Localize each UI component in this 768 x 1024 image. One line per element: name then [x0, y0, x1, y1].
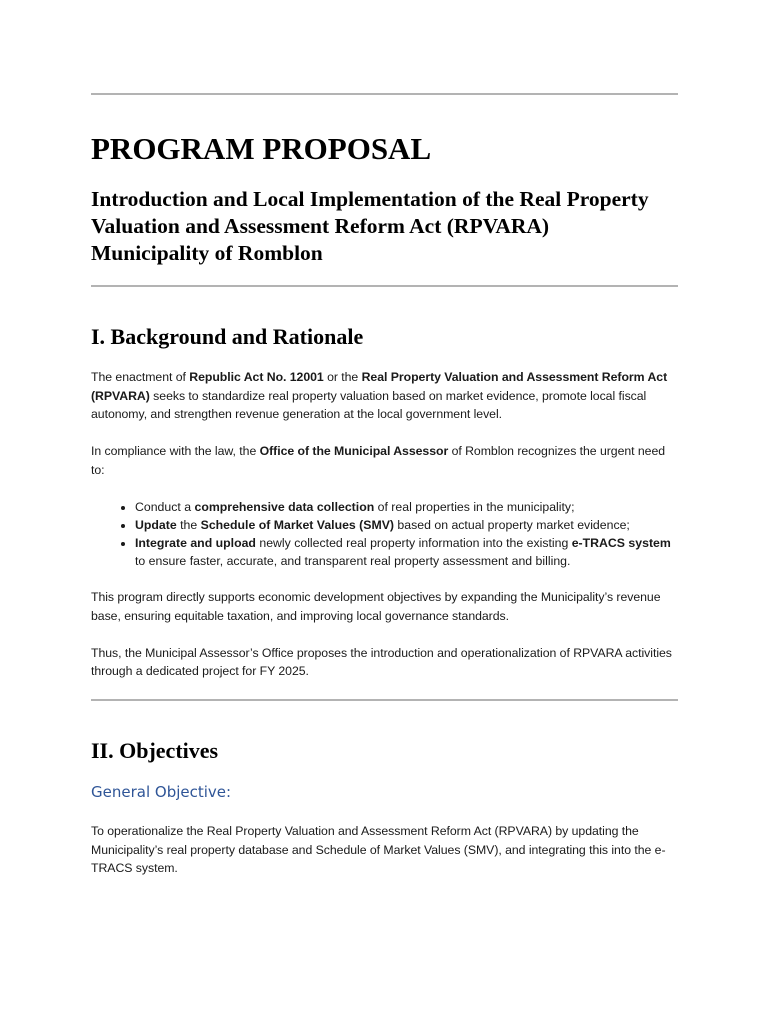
text-run: of real properties in the municipality; [374, 499, 575, 514]
list-item [135, 534, 678, 570]
title-divider [91, 285, 678, 287]
general-objective-text: To operationalize the Real Property Valuation and Assessment Reform Act (RPVARA) by updating the Municipality’s real property database and Schedule of Market Values (SMV), and integrating this into the e-TRACS system. [91, 824, 666, 875]
list-item [135, 498, 678, 516]
bold-run: Office of the Municipal Assessor [259, 444, 449, 458]
bold-run: Republic Act No. 12001 [189, 370, 324, 384]
section-heading-objectives: II. Objectives [91, 738, 219, 763]
text-run: or the [323, 370, 362, 384]
background-paragraph-3: This program directly supports economic development objectives by expanding the Municipality’s revenue base, ensuring equitable taxation, and improving local governance standards. [91, 590, 661, 623]
document-page [91, 0, 678, 896]
bold-run: Integrate and upload [135, 535, 256, 550]
document-subtitle [91, 186, 678, 267]
needs-list [91, 498, 678, 570]
text-run: of Romblon recognizes the urgent need to: [91, 444, 666, 477]
section-divider [91, 699, 678, 701]
bold-run: comprehensive data collection [194, 499, 375, 514]
bold-run: Real Property Valuation and Assessment Reform Act (RPVARA) [91, 370, 668, 403]
list-item [135, 516, 678, 534]
text-run: the [176, 517, 201, 532]
text-run: based on actual property market evidence; [394, 517, 630, 532]
document-title: PROGRAM PROPOSAL [91, 131, 432, 166]
bold-run: Schedule of Market Values (SMV) [200, 517, 395, 532]
text-run: The enactment of [91, 370, 190, 384]
text-run: seeks to standardize real property valuation based on market evidence, promote local fiscal autonomy, and strengthen revenue generation at the local government level. [91, 388, 647, 421]
subtitle-line-1: Introduction and Local Implementation of the Real Property Valuation and Assessment Reform Act (RPVARA) [91, 187, 649, 238]
general-objective-heading: General Objective: [91, 783, 232, 801]
background-paragraph-2 [91, 442, 678, 479]
bold-run: Update [135, 517, 177, 532]
background-paragraph-1 [91, 368, 678, 424]
text-run: newly collected real property information into the existing [255, 535, 572, 550]
subtitle-line-2: Municipality of Romblon [91, 241, 323, 265]
text-run: to ensure faster, accurate, and transparent real property assessment and billing. [135, 553, 571, 568]
background-paragraph-4: Thus, the Municipal Assessor’s Office proposes the introduction and operationalization of RPVARA activities through a dedicated project for FY 2025. [91, 645, 672, 678]
top-divider [91, 93, 678, 95]
section-heading-background: I. Background and Rationale [91, 324, 364, 349]
text-run: Conduct a [135, 499, 195, 514]
text-run: In compliance with the law, the [91, 444, 260, 458]
bold-run: e-TRACS system [571, 535, 671, 550]
